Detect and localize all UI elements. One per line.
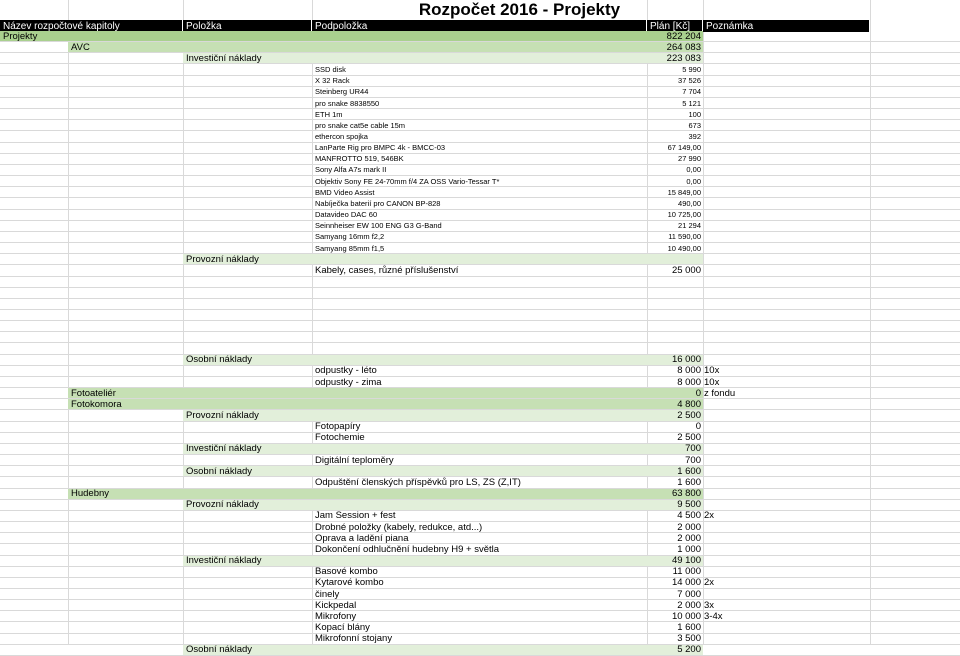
plan-amount: 63 800 [671,488,701,500]
plan-amount: 14 000 [671,577,701,589]
plan-amount: 8 000 [677,376,701,388]
plan-amount: 490,00 [678,198,701,208]
subitem-label: Objektiv Sony FE 24-70mm f/4 ZA OSS Vario-Tessar T* [315,176,500,186]
table-row[interactable] [0,332,960,343]
subitem-label: LanParte Rig pro BMPC 4k - BMCC-03 [315,143,446,153]
plan-amount: 700 [685,443,701,455]
plan-amount: 392 [688,132,701,142]
table-row[interactable] [0,42,960,53]
plan-amount: 1 000 [677,543,701,555]
chapter-label: AVC [71,41,90,53]
plan-amount: 5 990 [682,65,701,75]
subitem-label: Samyang 85mm f1,5 [315,243,385,253]
subitem-label: pro snake cat5e cable 15m [315,120,406,130]
table-row[interactable] [0,254,960,265]
plan-amount: 0 [695,421,701,433]
plan-amount: 2 000 [677,521,701,533]
subitem-label: Seinnheiser EW 100 ENG G3 G-Band [315,221,442,231]
plan-amount: 2 500 [677,410,701,422]
table-row[interactable] [0,31,960,42]
subitem-label: Digitální teploměry [315,454,394,466]
subitem-label: SSD disk [315,65,346,75]
column-header[interactable]: Podpoložka [312,20,647,32]
plan-amount: 67 149,00 [667,143,701,153]
plan-amount: 0 [695,387,701,399]
plan-amount: 700 [685,454,701,466]
plan-amount: 0,00 [686,165,701,175]
plan-amount: 2 500 [677,432,701,444]
plan-amount: 15 849,00 [667,187,701,197]
plan-amount: 4 800 [677,398,701,410]
page-title: Rozpočet 2016 - Projekty [418,0,621,19]
note: 3x [704,599,715,611]
plan-amount: 5 200 [677,644,701,656]
table-row[interactable] [0,522,960,533]
table-row[interactable] [0,422,960,433]
subitem-label: Mikrofonní stojany [315,633,393,645]
item-label: Osobní náklady [186,465,253,477]
subitem-label: ETH 1m [315,109,343,119]
table-row[interactable] [0,221,960,232]
table-row[interactable] [0,53,960,64]
table-row[interactable] [0,64,960,75]
table-row[interactable] [0,321,960,332]
note: z fondu [704,387,736,399]
table-row[interactable] [0,600,960,611]
plan-amount: 1 600 [677,622,701,634]
table-row[interactable] [0,131,960,142]
subitem-label: MANFROTTO 519, 546BK [315,154,404,164]
table-row[interactable] [0,154,960,165]
subitem-label: Kabely, cases, různé příslušenství [315,264,459,276]
table-row[interactable] [0,556,960,567]
table-row[interactable] [0,544,960,555]
subitem-label: Nabíječka baterií pro CANON BP-828 [315,198,441,208]
plan-amount: 21 294 [678,221,701,231]
table-row[interactable] [0,410,960,421]
table-row[interactable] [0,611,960,622]
subitem-label: Odpuštění členských příspěvků pro LS, ZS (Z,IT) [315,476,521,488]
plan-amount: 7 704 [682,87,701,97]
plan-amount: 7 000 [677,588,701,600]
subitem-label: BMD Video Assist [315,187,375,197]
note: 2x [704,577,715,589]
chapter-label: Fotokomora [71,398,122,410]
subitem-label: Kytarové kombo [315,577,384,589]
chapter-label: Projekty [3,30,38,42]
subitem-label: odpustky - zima [315,376,382,388]
plan-amount: 16 000 [671,354,701,366]
subitem-label: Steinberg UR44 [315,87,369,97]
table-row[interactable] [0,511,960,522]
item-label: Investiční náklady [186,555,262,567]
table-row[interactable] [0,377,960,388]
note: 3-4x [704,610,723,622]
table-row[interactable] [0,622,960,633]
table-row[interactable] [0,243,960,254]
chapter-label: Hudebny [71,488,110,500]
table-row[interactable] [0,187,960,198]
table-row[interactable] [0,567,960,578]
item-label: Provozní náklady [186,253,259,265]
plan-amount: 11 000 [672,566,701,578]
plan-amount: 100 [688,109,701,119]
plan-amount: 3 500 [677,633,701,645]
table-row[interactable] [0,466,960,477]
plan-amount: 822 204 [666,30,701,42]
table-row[interactable] [0,433,960,444]
plan-amount: 4 500 [677,510,701,522]
table-row[interactable] [0,310,960,321]
table-row[interactable] [0,176,960,187]
plan-amount: 10 725,00 [667,210,701,220]
subitem-label: Samyang 16mm f2,2 [315,232,385,242]
subitem-label: Kopací blány [315,622,370,634]
plan-amount: 673 [688,120,701,130]
table-row[interactable] [0,366,960,377]
plan-amount: 2 000 [677,532,701,544]
plan-amount: 11 590,00 [668,232,701,242]
plan-amount: 37 526 [678,76,701,86]
note: 2x [704,510,715,522]
table-row[interactable] [0,355,960,366]
subitem-label: Jam Session + fest [315,510,396,522]
subitem-label: Oprava a ladění piana [315,532,409,544]
table-row[interactable] [0,477,960,488]
plan-amount: 8 000 [677,365,701,377]
table-row[interactable] [0,143,960,154]
table-row[interactable] [0,500,960,511]
plan-amount [600,254,701,264]
subitem-label: Mikrofony [315,610,357,622]
subitem-label: Basové kombo [315,566,378,578]
table-row[interactable] [0,299,960,310]
subitem-label: činely [315,588,340,600]
subitem-label: Drobné položky (kabely, redukce, atd...) [315,521,483,533]
plan-amount: 49 100 [671,555,701,567]
plan-amount: 9 500 [677,499,701,511]
subitem-label: Dokončení odhlučnění hudebny H9 + světla [315,543,500,555]
table-row[interactable] [0,589,960,600]
table-row[interactable] [0,288,960,299]
plan-amount: 25 000 [671,264,701,276]
subitem-label: Fotopapíry [315,421,361,433]
column-header[interactable]: Název rozpočtové kapitoly [0,20,183,32]
row-fill [0,31,703,41]
table-row[interactable] [0,76,960,87]
table-row[interactable] [0,87,960,98]
table-row[interactable] [0,634,960,645]
subitem-label: Kickpedal [315,599,357,611]
table-row[interactable] [0,198,960,209]
table-row[interactable] [0,165,960,176]
table-row[interactable] [0,645,960,656]
note: 10x [704,376,720,388]
table-row[interactable] [0,109,960,120]
table-row[interactable] [0,98,960,109]
item-label: Provozní náklady [186,410,259,422]
plan-amount: 0,00 [686,176,701,186]
plan-amount: 1 600 [677,465,701,477]
item-label: Investiční náklady [186,443,262,455]
subitem-label: X 32 Rack [315,76,350,86]
item-label: Investiční náklady [186,52,262,64]
table-row[interactable] [0,533,960,544]
plan-amount: 264 083 [666,41,701,53]
note: 10x [704,365,720,377]
column-header[interactable]: Poznámka [703,20,870,32]
table-row[interactable] [0,399,960,410]
item-label: Osobní náklady [186,644,253,656]
column-header[interactable]: Plán [Kč] [647,20,703,32]
plan-amount: 223 083 [666,52,701,64]
plan-amount: 2 000 [677,599,701,611]
subitem-label: ethercon spojka [315,132,368,142]
subitem-label: pro snake 8838550 [315,98,380,108]
column-header[interactable]: Položka [183,20,312,32]
plan-amount: 27 990 [678,154,701,164]
chapter-label: Fotoateliér [71,387,116,399]
table-row[interactable] [0,277,960,288]
table-row[interactable] [0,120,960,131]
table-row[interactable] [0,265,960,276]
item-label: Osobní náklady [186,354,253,366]
table-row[interactable] [0,388,960,399]
subitem-label: odpustky - léto [315,365,377,377]
table-row[interactable] [0,232,960,243]
table-row[interactable] [0,489,960,500]
table-row[interactable] [0,444,960,455]
plan-amount: 10 490,00 [667,243,701,253]
item-label: Provozní náklady [186,499,259,511]
table-row[interactable] [0,578,960,589]
subitem-label: Fotochemie [315,432,365,444]
table-row[interactable] [0,343,960,354]
subitem-label: Sony Alfa A7s mark II [315,165,387,175]
table-row[interactable] [0,455,960,466]
plan-amount: 1 600 [677,476,701,488]
subitem-label: Datavideo DAC 60 [315,210,378,220]
plan-amount: 5 121 [682,98,701,108]
plan-amount: 10 000 [671,610,701,622]
table-row[interactable] [0,210,960,221]
